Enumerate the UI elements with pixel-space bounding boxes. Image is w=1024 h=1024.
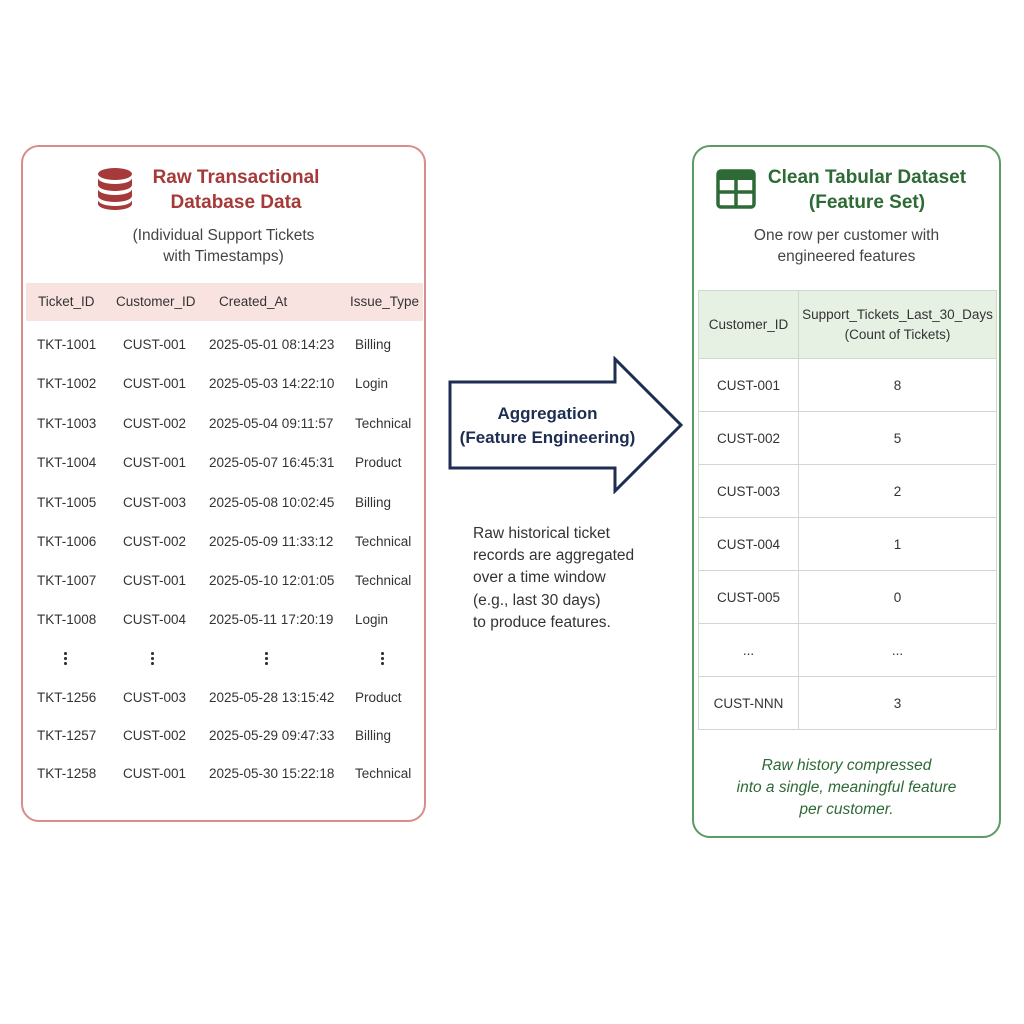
feature-set-subtitle-line2: engineered features xyxy=(777,248,916,265)
issue-type-cell: Billing xyxy=(355,495,392,510)
ticket-id-cell: TKT-1258 xyxy=(37,766,97,781)
aggregation-label-line1: Aggregation xyxy=(497,404,598,423)
aggregation-description-line: Raw historical ticket xyxy=(473,525,610,542)
issue-type-cell: Technical xyxy=(355,416,412,431)
raw-data-panel xyxy=(21,145,426,822)
created-at-cell: 2025-05-30 15:22:18 xyxy=(209,766,335,781)
customer-id-cell: CUST-002 xyxy=(123,416,187,431)
feature-set-title-line2: (Feature Set) xyxy=(808,192,926,213)
issue-type-cell: Billing xyxy=(355,337,392,352)
ticket-count-cell: ... xyxy=(799,624,997,677)
created-at-cell: 2025-05-07 16:45:31 xyxy=(209,455,335,470)
ticket-id-cell: TKT-1001 xyxy=(37,337,97,352)
created-at-cell: 2025-05-08 10:02:45 xyxy=(209,495,335,510)
table-row xyxy=(23,534,424,556)
customer-id-cell: CUST-004 xyxy=(699,518,799,571)
feature-set-note-line3: per customer. xyxy=(799,801,894,818)
created-at-cell: 2025-05-03 14:22:10 xyxy=(209,376,335,391)
vertical-ellipsis-icon xyxy=(264,652,268,669)
raw-data-subtitle xyxy=(23,225,424,267)
table-row xyxy=(699,571,997,624)
table-row xyxy=(699,624,997,677)
table-row xyxy=(23,573,424,595)
aggregation-description xyxy=(473,523,673,634)
customer-id-cell: CUST-001 xyxy=(123,766,187,781)
customer-id-cell: CUST-001 xyxy=(123,573,187,588)
table-row xyxy=(23,690,424,712)
raw-data-title-line1: Raw Transactional xyxy=(152,167,320,188)
feature-set-title xyxy=(762,165,972,215)
raw-table-header xyxy=(26,283,423,321)
customer-id-cell: CUST-001 xyxy=(123,337,187,352)
issue-type-cell: Technical xyxy=(355,534,412,549)
issue-type-cell: Technical xyxy=(355,766,412,781)
ticket-count-cell: 8 xyxy=(799,359,997,412)
feature-set-title-line1: Clean Tabular Dataset xyxy=(767,167,967,188)
table-row xyxy=(23,416,424,438)
issue-type-cell: Product xyxy=(355,455,402,470)
raw-data-title-line2: Database Data xyxy=(170,192,302,213)
feature-col-ticket-count-line2: (Count of Tickets) xyxy=(844,326,951,342)
created-at-cell: 2025-05-10 12:01:05 xyxy=(209,573,335,588)
table-row xyxy=(23,612,424,634)
ticket-id-cell: TKT-1007 xyxy=(37,573,97,588)
feature-set-panel xyxy=(692,145,1001,838)
table-row xyxy=(23,337,424,359)
feature-set-subtitle xyxy=(694,225,999,267)
issue-type-cell: Billing xyxy=(355,728,392,743)
vertical-ellipsis-icon xyxy=(150,652,154,669)
ticket-count-cell: 0 xyxy=(799,571,997,624)
ticket-count-cell: 2 xyxy=(799,465,997,518)
aggregation-label-line2: (Feature Engineering) xyxy=(459,428,636,447)
customer-id-cell: CUST-003 xyxy=(123,495,187,510)
ticket-count-cell: 3 xyxy=(799,677,997,730)
feature-table xyxy=(698,290,997,730)
table-row xyxy=(699,412,997,465)
ticket-id-cell: TKT-1008 xyxy=(37,612,97,627)
issue-type-cell: Login xyxy=(355,612,389,627)
aggregation-description-line: over a time window xyxy=(473,569,606,587)
table-row xyxy=(23,728,424,750)
customer-id-cell: CUST-005 xyxy=(699,571,799,624)
feature-table-header xyxy=(699,291,997,359)
ticket-count-cell: 5 xyxy=(799,412,997,465)
table-row xyxy=(23,455,424,477)
issue-type-cell: Login xyxy=(355,376,389,391)
ticket-id-cell: TKT-1003 xyxy=(37,416,97,431)
ticket-count-cell: 1 xyxy=(799,518,997,571)
vertical-ellipsis-icon xyxy=(380,652,384,669)
ticket-id-cell: TKT-1005 xyxy=(37,495,97,510)
vertical-ellipsis-icon xyxy=(63,652,67,669)
raw-data-title xyxy=(141,165,331,215)
feature-col-ticket-count-line1: Support_Tickets_Last_30_Days xyxy=(802,306,993,322)
table-row xyxy=(699,677,997,730)
customer-id-cell: CUST-001 xyxy=(123,455,187,470)
raw-data-header xyxy=(23,165,424,213)
raw-data-subtitle-line1: (Individual Support Tickets xyxy=(132,227,315,244)
aggregation-description-line: records are aggregated xyxy=(473,547,635,565)
feature-set-note-line2: into a single, meaningful feature xyxy=(736,779,957,796)
aggregation-description-line: to produce features. xyxy=(473,613,611,631)
created-at-cell: 2025-05-09 11:33:12 xyxy=(209,534,334,549)
ticket-id-cell: TKT-1257 xyxy=(37,728,97,743)
ellipsis-row xyxy=(23,652,424,674)
table-row xyxy=(23,495,424,517)
ticket-id-cell: TKT-1002 xyxy=(37,376,97,391)
table-row xyxy=(699,518,997,571)
aggregation-description-line: (e.g., last 30 days) xyxy=(473,591,601,609)
database-icon xyxy=(96,167,134,211)
feature-set-note-line1: Raw history compressed xyxy=(761,757,932,774)
issue-type-cell: Technical xyxy=(355,573,412,588)
customer-id-cell: CUST-003 xyxy=(699,465,799,518)
aggregation-label xyxy=(450,402,645,450)
raw-col-ticket-id: Ticket_ID xyxy=(38,294,95,309)
feature-set-subtitle-line1: One row per customer with xyxy=(753,227,940,244)
feature-col-customer-id: Customer_ID xyxy=(699,291,799,359)
raw-col-created-at: Created_At xyxy=(219,294,288,309)
customer-id-cell: CUST-NNN xyxy=(699,677,799,730)
raw-data-subtitle-line2: with Timestamps) xyxy=(163,248,284,265)
issue-type-cell: Product xyxy=(355,690,402,705)
created-at-cell: 2025-05-29 09:47:33 xyxy=(209,728,335,743)
customer-id-cell: ... xyxy=(699,624,799,677)
table-row xyxy=(23,766,424,788)
customer-id-cell: CUST-001 xyxy=(123,376,187,391)
customer-id-cell: CUST-002 xyxy=(123,534,187,549)
created-at-cell: 2025-05-28 13:15:42 xyxy=(209,690,335,705)
created-at-cell: 2025-05-04 09:11:57 xyxy=(209,416,334,431)
ticket-id-cell: TKT-1256 xyxy=(37,690,97,705)
customer-id-cell: CUST-004 xyxy=(123,612,187,627)
table-row xyxy=(23,376,424,398)
raw-col-issue-type: Issue_Type xyxy=(350,294,420,309)
customer-id-cell: CUST-002 xyxy=(123,728,187,743)
created-at-cell: 2025-05-11 17:20:19 xyxy=(209,612,334,627)
table-grid-icon xyxy=(716,169,756,209)
customer-id-cell: CUST-001 xyxy=(699,359,799,412)
feature-set-note xyxy=(694,755,999,821)
raw-col-customer-id: Customer_ID xyxy=(116,294,196,309)
customer-id-cell: CUST-003 xyxy=(123,690,187,705)
created-at-cell: 2025-05-01 08:14:23 xyxy=(209,337,335,352)
table-row xyxy=(699,465,997,518)
ticket-id-cell: TKT-1004 xyxy=(37,455,97,470)
customer-id-cell: CUST-002 xyxy=(699,412,799,465)
table-row xyxy=(699,359,997,412)
feature-col-ticket-count xyxy=(799,291,997,359)
ticket-id-cell: TKT-1006 xyxy=(37,534,97,549)
